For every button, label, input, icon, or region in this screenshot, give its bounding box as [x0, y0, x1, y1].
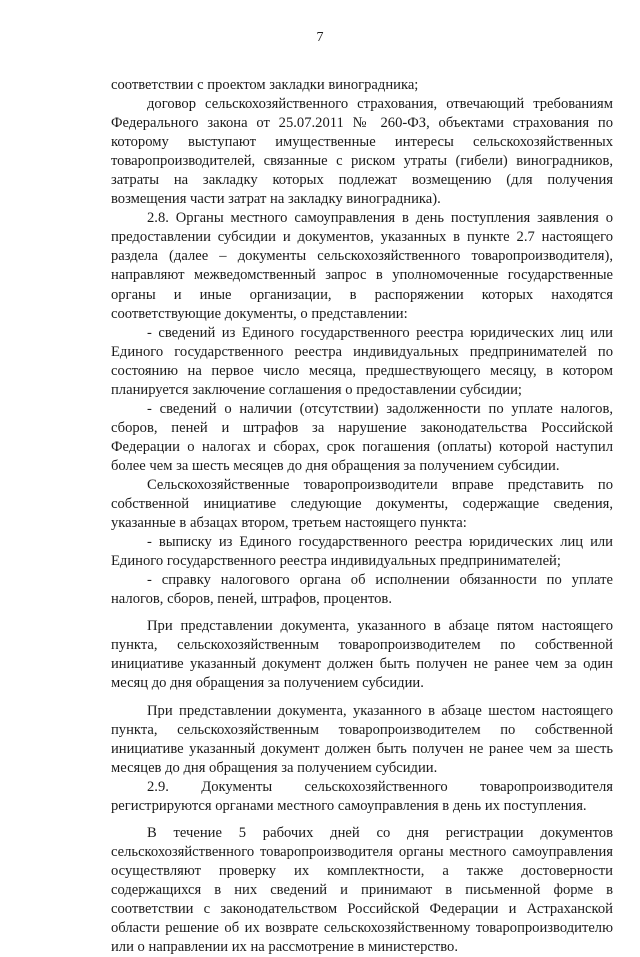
paragraph: соответствии с проектом закладки виноградника; — [111, 77, 419, 93]
paragraph: 2.9. Документы сельскохозяйственного товаропроизводителя регистрируются органами местного самоуправления в день их поступления. — [111, 778, 613, 814]
list-item: - сведений о наличии (отсутствии) задолженности по уплате налогов, сборов, пеней и штрафов за нарушение законодательства Российской Федерации о налогах и сборах, срок погашения (оплаты) которой наступил более чем за шесть месяцев до дня обращения за получением субсидии. — [111, 400, 613, 474]
paragraph: Сельскохозяйственные товаропроизводители вправе представить по собственной инициативе следующие документы, содержащие сведения, указанные в абзацах втором, третьем настоящего пункта: — [111, 476, 613, 532]
document-body — [111, 76, 613, 957]
page-number: 7 — [316, 30, 324, 45]
list-item: - выписку из Единого государственного реестра юридических лиц или Единого государственного реестра индивидуальных предпринимателей; — [111, 534, 613, 570]
paragraph: При представлении документа, указанного в абзаце пятом настоящего пункта, сельскохозяйственным товаропроизводителем по собственной инициативе указанный документ должен быть получен не ранее чем за один месяц до дня обращения за получением субсидии. — [111, 618, 613, 692]
paragraph: При представлении документа, указанного в абзаце шестом настоящего пункта, сельскохозяйственным товаропроизводителем по собственной инициативе указанный документ должен быть получен не ранее чем за шесть месяцев до дня обращения за получением субсидии. — [111, 702, 613, 776]
list-item: - сведений из Единого государственного реестра юридических лиц или Единого государственного реестра индивидуальных предпринимателей по состоянию на первое число месяца, предшествующего месяцу, в котором планируется заключение соглашения о предоставлении субсидии; — [111, 324, 613, 398]
paragraph: В течение 5 рабочих дней со дня регистрации документов сельскохозяйственного товаропроизводителя органы местного самоуправления осуществляют проверку их комплектности, а также достоверности содержащихся в них сведений и принимают в письменной форме в соответствии с законодательством Российской Федерации и Астраханской области решение об их возврате сельскохозяйственному товаропроизводителю или о направлении их на рассмотрение в министерство. — [111, 824, 613, 956]
list-item: - справку налогового органа об исполнении обязанности по уплате налогов, сборов, пеней, штрафов, процентов. — [111, 572, 613, 608]
paragraph: 2.8. Органы местного самоуправления в день поступления заявления о предоставлении субсидии и документов, указанных в пункте 2.7 настоящего раздела (далее – документы сельскохозяйственного товаропроизводителя), направляют межведомственный запрос в уполномоченные государственные органы и иные организации, в распоряжении которых находятся соответствующие документы, о представлении: — [111, 210, 613, 322]
paragraph: договор сельскохозяйственного страхования, отвечающий требованиям Федерального закона от 25.07.2011 № 260-ФЗ, объектами страхования по которому выступают имущественные интересы сельскохозяйственных товаропроизводителей, связанные с риском утраты (гибели) виноградников, затраты на закладку которых подлежат возмещению (для получения возмещения части затрат на закладку виноградника). — [111, 96, 613, 208]
